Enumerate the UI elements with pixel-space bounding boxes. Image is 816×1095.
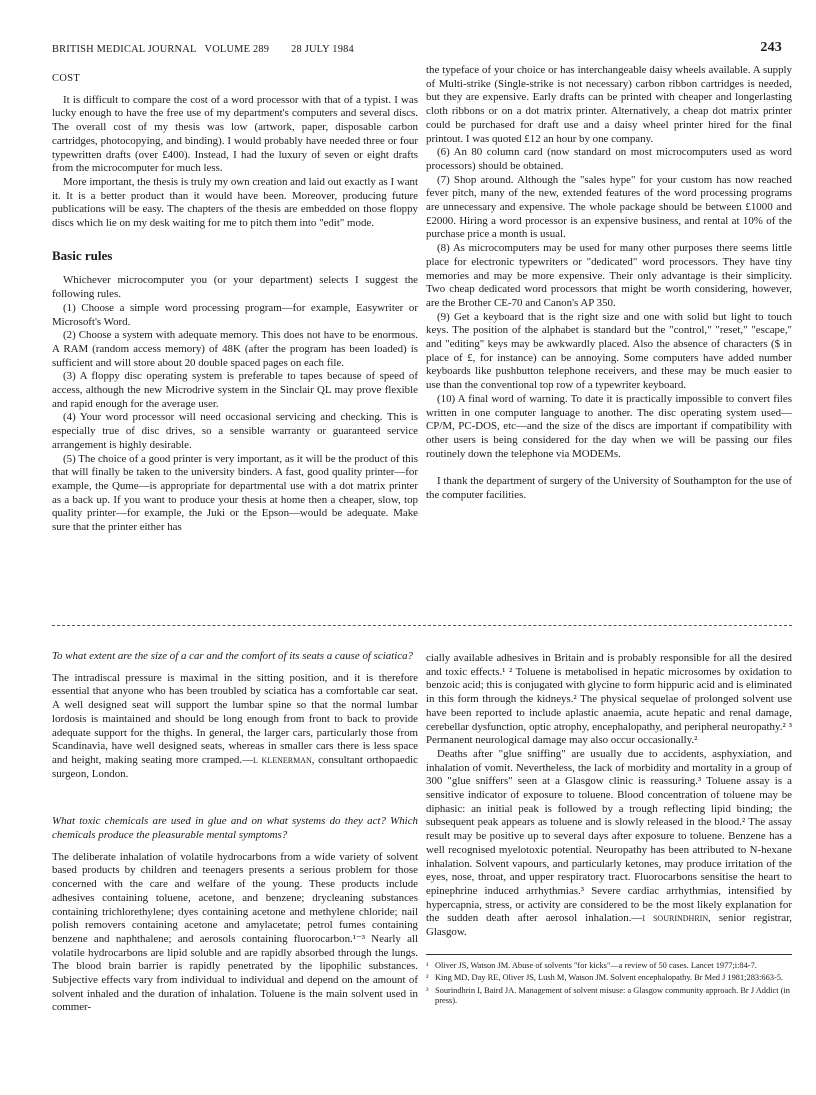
- question-car-seats: To what extent are the size of a car and the comfort of its seats a cause of sciatica?: [52, 650, 413, 662]
- issue-date: 28 JULY 1984: [291, 44, 354, 55]
- rule-4: (4) Your word processor will need occasional servicing and checking. This is especially true of disc drives, so a sensible warranty or guaranteed service arrangement is highly desirable.: [52, 411, 418, 451]
- rule-7: (7) Shop around. Although the "sales hype" for your custom has now reached fever pitch, many of the new, extended features of the word processing programs are unnecessary and expensive. The whole package should be between £1000 and £2000. Hiring a word processor is an expensive business, and rental at 10% of the purchase price a month is usual.: [426, 173, 792, 241]
- rule-9: (9) Get a keyboard that is the right size and one with solid but light to touch keys. The position of the alphabet is standard but the "control," "reset," "escape," and "editing" keys may be awkwardly placed. Also the absence of characters ($ in place of £, for instance) can be annoying. Some computers have added number keyboards like pushbutton telephone receivers, and these may be much easier to use than the conventional top row of a typewriter keyboard.: [426, 310, 792, 392]
- answer-car-seats: The intradiscal pressure is maximal in the sitting position, and it is therefore essential that anyone who has been troubled by sciatica has a comfortable car seat. A well designed seat will support the lumbar spine so that the normal lumbar lordosis is maintained and should be long enough from front to back to provide adequate support for the thighs. In general, the larger cars, particularly those from Scandinavia, have well designed seats, whereas in smaller cars there is less space and height, making seating more cramped.—l klenerman, consultant orthopaedic surgeon, London.: [52, 671, 419, 780]
- rule-6: (6) An 80 column card (now standard on most microcomputers used as word processors) should be obtained.: [426, 146, 792, 172]
- cost-paragraph-1: It is difficult to compare the cost of a word processor with that of a typist. I was lucky enough to have the free use of my department's computers and several discs. The overall cost of my thesis was low (artwork, paper, disposable carbon cartridges, photocopying, and binding). I would probably have needed three or four typewritten drafts (over £400). Instead, I had the luxury of seven or eight drafts from the microcomputer for much less.: [52, 93, 418, 175]
- question-glue-chemicals: What toxic chemicals are used in glue and on what systems do they act? Which chemicals produce the pleasurable mental symptoms?: [52, 815, 418, 842]
- answer-glue-paragraph-1: The deliberate inhalation of volatile hydrocarbons from a wide variety of solvent based products by children and teenagers presents a serious problem for those concerned with the care and welfare of the young. These products include adhesives containing toluene, acetone, and benzene; drycleaning substances containing trichlorethylene; dyes containing acetone and methylene chloride; nail polish removers containing acetone and amylacetate; petrol fumes containing benzene and naphthalene; and aerosols containing fluorocarbon.¹⁻³ Nearly all volatile hydrocarbons are lipid soluble and are rapidly absorbed through the lungs. The blood brain barrier is rapidly penetrated by the lipophilic substances. Subjective effects vary from individual to individual and depend on the amount of solvent inhaled and the duration of inhalation. Toluene is the main solvent used in commer-: [52, 850, 418, 1014]
- article-column-left: [52, 72, 418, 535]
- rule-8: (8) As microcomputers may be used for many other purposes there seems little place for electronic typewriters or "dedicated" word processors. They have tiny memories and may be more expensive. Their only advantage is their simplicity. Two cheap dedicated word processors that might be worth considering, however, are the Brother CE-70 and Canon's AP 350.: [426, 242, 792, 309]
- journal-volume: VOLUME 289: [204, 44, 270, 55]
- cost-paragraph-2: More important, the thesis is truly my own creation and laid out exactly as I want it. It is a better product than it would have been. Moreover, producing future publications will be easy. The chapters of the thesis are embedded on those floppy discs which lie on my desk waiting for me to pitch them into "edit" mode.: [52, 175, 418, 230]
- rule-1: (1) Choose a simple word processing program—for example, Easywriter or Microsoft's Word.: [52, 301, 418, 328]
- qa-column-right: [426, 652, 792, 1008]
- reference-item: ¹ Oliver JS, Watson JM. Abuse of solvents "for kicks"—a review of 50 cases. Lancet 1977;i:84-7.: [426, 960, 757, 970]
- author-sourindhrin: i sourindhrin: [642, 912, 709, 925]
- article-column-right: [426, 64, 792, 503]
- acknowledgment: I thank the department of surgery of the University of Southampton for the use of the computer facilities.: [426, 475, 792, 502]
- qa-column-left: [52, 650, 418, 1015]
- references-list: [426, 954, 792, 1007]
- section-divider: [52, 625, 792, 626]
- rule-10: (10) A final word of warning. To date it is practically impossible to convert files written in one computer language to another. The disc operating system used—CP/M, PC-DOS, etc—and the size of the discs are important if compatibility with other users is being considered for the day when we will be passing our files routinely down the telephone via MODEMs.: [426, 392, 792, 460]
- basic-rules-heading: Basic rules: [52, 247, 113, 263]
- cost-heading: COST: [52, 73, 81, 84]
- reference-item: ³ Sourindhrin I, Baird JA. Management of solvent misuse: a Glasgow community approach. Br J Addict (in press).: [426, 985, 790, 1005]
- rules-intro: Whichever microcomputer you (or your department) selects I suggest the following rules.: [52, 274, 418, 301]
- answer-glue-continued: cially available adhesives in Britain and is probably responsible for all the desired and toxic effects.¹ ² Toluene is metabolised in hepatic microsomes by oxidation to benzoic acid; this is conjugated with glycine to form hippuric acid and is eliminated in this form through the kidneys.² The physical sequelae of prolonged solvent use have been reported to include aplastic anaemia, acute hepatic and renal damage, cerebellar dysfunction, optic atrophy, encephalopathy, and peripheral neuropathy.² ³ Permanent neurological damage may also occur occasionally.²: [426, 652, 792, 747]
- page-number: 243: [760, 40, 782, 55]
- rule-5: (5) The choice of a good printer is very important, as it will be the product of this that will finally be taken to the university binders. A fast, good quality printer—for example, the Qume—is appropriate for departmental use with a dot matrix printer as a back up. If you want to produce your thesis at home then a cheaper, slow, top quality printer—for example, the Juki or the Epson—would be adequate. Make sure that the printer either has: [52, 452, 418, 534]
- author-klenerman: l klenerman: [253, 753, 312, 766]
- rule-3: (3) A floppy disc operating system is preferable to tapes because of speed of access, although the new Microdrive system in the Sinclair QL may prove flexible and rapid enough for the average user.: [52, 370, 418, 410]
- rule-5-continued: the typeface of your choice or has interchangeable daisy wheels available. A supply of Multi-strike (Single-strike is not necessary) carbon ribbon cartridges is needed, but they are expensive. Early drafts can be printed with cheaper and longerlasting cloth ribbons or on a dot matrix printer. Alternatively, a cheap dot matrix printer could be purchased for draft use and a daisy wheel printer hired for the final printout. I was quoted £12 an hour by one company.: [426, 64, 792, 145]
- running-header: [52, 40, 782, 60]
- answer-glue-paragraph-2: Deaths after "glue sniffing" are usually due to accidents, asphyxiation, and inhalation of vomit. Nevertheless, the lack of morbidity and mortality in a group of 300 "glue sniffers" seen at a Glasgow clinic is reassuring.³ Toluene assay is a sensitive indicator of exposure to toluene. Blood concentration of toluene may be diphasic: an initial peak is followed by a trough reflecting lipid binding; the subsequent peak appears as toluene and is slowly released in the blood.² The assay result may be positive up to several days after exposure to toluene. Benzene has a well recognised myelotoxic potential. Neuropathy has been attributed to N-hexane inhalation. Solvent vapours, and particularly ketones, may produce irritation of the eyes, nose, throat, and upper respiratory tract. Fluorocarbons sensitise the heart to epinephrine induced arrhythmias.³ Severe cardiac arrhythmias, intensified by hypercapnia, stress, or activity are considered to be the most likely explanation for the sudden death after aerosol inhalation.—i sourindhrin, senior registrar, Glasgow.: [426, 747, 793, 939]
- reference-item: ² King MD, Day RE, Oliver JS, Lush M, Watson JM. Solvent encephalopathy. Br Med J 1981;283:663-5.: [426, 973, 784, 983]
- journal-title: BRITISH MEDICAL JOURNAL: [52, 44, 197, 55]
- rule-2: (2) Choose a system with adequate memory. This does not have to be enormous. A RAM (random access memory) of 48K (after the program has been loaded) is sufficient and will store about 20 double spaced pages on each file.: [52, 329, 418, 369]
